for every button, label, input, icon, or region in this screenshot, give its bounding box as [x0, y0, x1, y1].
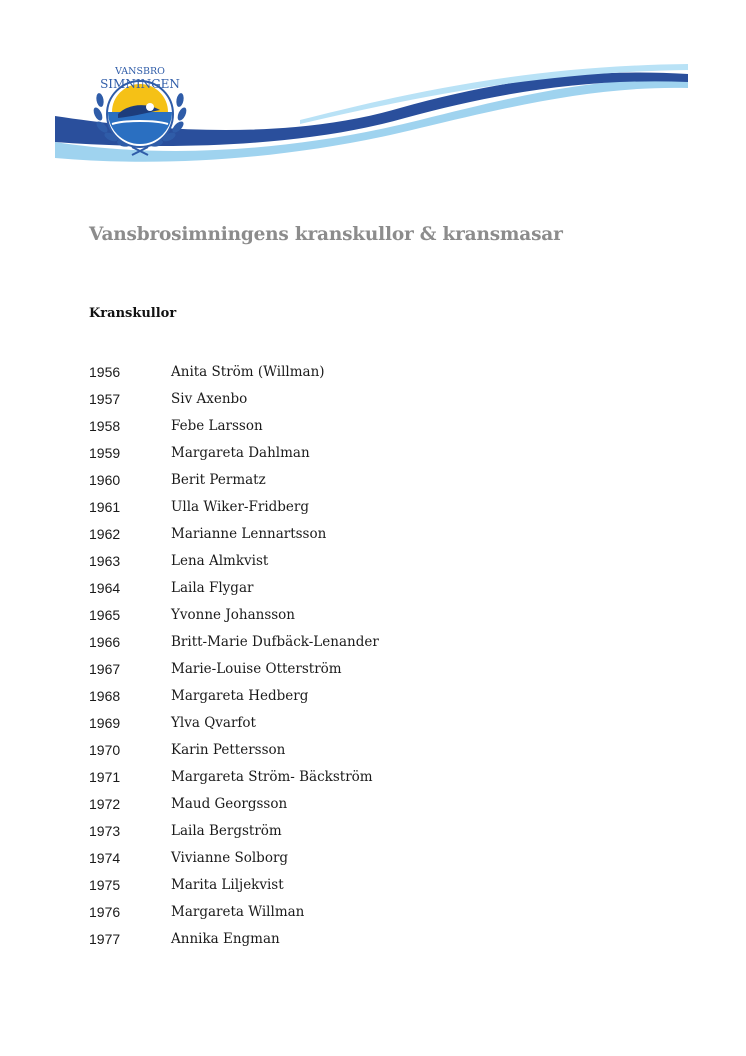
entry-year: 1956 [89, 363, 121, 380]
list-item [89, 358, 379, 385]
list-item [89, 385, 379, 412]
list-item [89, 601, 379, 628]
entry-year: 1977 [89, 930, 121, 947]
list-item [89, 898, 379, 925]
logo-line1: VANSBRO [115, 66, 165, 77]
entry-name: Yvonne Johansson [171, 606, 295, 623]
document-title: Vansbrosimningens kranskullor & kransmasar [89, 224, 563, 245]
entry-year: 1965 [89, 606, 121, 623]
entry-name: Marita Liljekvist [171, 876, 284, 893]
list-item [89, 790, 379, 817]
list-item [89, 520, 379, 547]
section-heading: Kranskullor [89, 306, 177, 321]
list-item [89, 493, 379, 520]
entry-year: 1968 [89, 687, 121, 704]
entry-name: Lena Almkvist [171, 552, 269, 569]
list-item [89, 466, 379, 493]
list-item [89, 709, 379, 736]
entry-year: 1970 [89, 741, 121, 758]
entry-name: Berit Permatz [171, 471, 266, 488]
entry-year: 1972 [89, 795, 121, 812]
entry-year: 1957 [89, 390, 121, 407]
list-item [89, 925, 379, 952]
kranskullor-list [89, 358, 379, 952]
entry-name: Margareta Dahlman [171, 444, 310, 461]
entry-name: Margareta Ström- Bäckström [171, 768, 373, 785]
entry-year: 1959 [89, 444, 121, 461]
entry-name: Ylva Qvarfot [171, 714, 256, 731]
list-item [89, 628, 379, 655]
logo-line2: SIMNINGEN [100, 77, 180, 91]
entry-name: Maud Georgsson [171, 795, 288, 812]
header-graphic [0, 0, 746, 170]
list-item [89, 655, 379, 682]
entry-year: 1971 [89, 768, 121, 785]
entry-name: Anita Ström (Willman) [171, 363, 325, 380]
list-item [89, 412, 379, 439]
entry-name: Laila Bergström [171, 822, 282, 839]
entry-name: Vivianne Solborg [171, 849, 289, 866]
entry-year: 1962 [89, 525, 121, 542]
entry-name: Britt-Marie Dufbäck-Lenander [171, 633, 379, 650]
entry-name: Margareta Hedberg [171, 687, 309, 704]
list-item [89, 439, 379, 466]
entry-year: 1973 [89, 822, 121, 839]
entry-name: Karin Pettersson [171, 741, 286, 758]
list-item [89, 844, 379, 871]
entry-year: 1975 [89, 876, 121, 893]
list-item [89, 682, 379, 709]
entry-year: 1961 [89, 498, 121, 515]
list-item [89, 817, 379, 844]
list-item [89, 871, 379, 898]
entry-year: 1963 [89, 552, 121, 569]
entry-name: Marianne Lennartsson [171, 525, 327, 542]
list-item [89, 736, 379, 763]
list-item [89, 574, 379, 601]
entry-year: 1966 [89, 633, 121, 650]
entry-name: Marie-Louise Otterström [171, 660, 342, 677]
entry-year: 1967 [89, 660, 121, 677]
list-item [89, 763, 379, 790]
list-item [89, 547, 379, 574]
entry-year: 1976 [89, 903, 121, 920]
entry-name: Margareta Willman [171, 903, 305, 920]
entry-name: Siv Axenbo [171, 390, 248, 407]
entry-name: Ulla Wiker-Fridberg [171, 498, 309, 515]
entry-name: Laila Flygar [171, 579, 254, 596]
entry-year: 1960 [89, 471, 121, 488]
entry-year: 1974 [89, 849, 121, 866]
entry-year: 1969 [89, 714, 121, 731]
entry-name: Annika Engman [171, 930, 280, 947]
entry-year: 1958 [89, 417, 121, 434]
entry-name: Febe Larsson [171, 417, 263, 434]
entry-year: 1964 [89, 579, 121, 596]
